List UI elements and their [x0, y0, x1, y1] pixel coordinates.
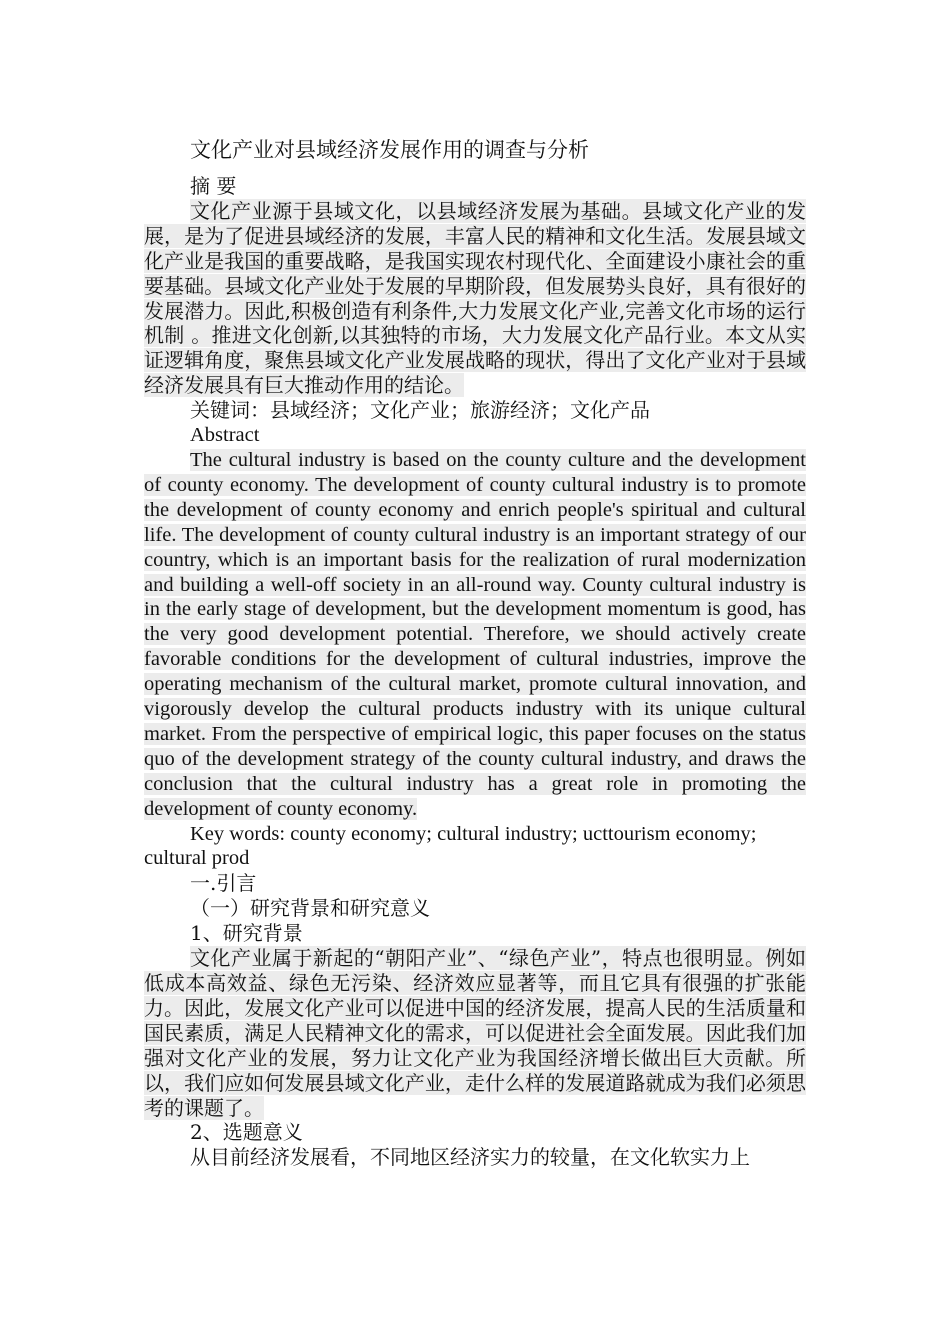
abstract-heading-en: Abstract	[190, 424, 260, 447]
abstract-body-cn-text: 文化产业源于县域文化，以县域经济发展为基础。县域文化产业的发展，是为了促进县域经济的发展，丰富人民的精神和文化生活。发展县域文化产业是我国的重要战略，是我国实现农村现代化、全面建设小康社会的重要基础。县域文化产业处于发展的早期阶段，但发展势头良好，具有很好的发展潜力。因此,积极创造有利条件,大力发展文化产业,完善文化市场的运行机制 。推进文化创新,以其独特的市场，大力发展文化产品行业。本文从实证逻辑角度，聚焦县域文化产业发展战略的现状，得出了文化产业对于县域经济发展具有巨大推动作用的结论。	[144, 198, 806, 398]
keywords-en: Key words: county economy; cultural industry; ucttourism economy; cultural prod	[144, 822, 757, 870]
abstract-body-en	[144, 448, 806, 822]
document-page	[144, 136, 806, 1170]
abstract-heading-cn: 摘 要	[190, 174, 237, 198]
subsection-heading-background-significance: （一）研究背景和研究意义	[190, 896, 430, 921]
abstract-body-cn	[144, 199, 806, 398]
subsubsection-heading-significance: 2、选题意义	[190, 1120, 303, 1145]
significance-paragraph: 从目前经济发展看，不同地区经济实力的较量，在文化软实力上	[190, 1145, 750, 1170]
section-heading-introduction: 一.引言	[190, 871, 257, 896]
abstract-body-en-text: The cultural industry is based on the county culture and the development of county economy. The development of county cultural industry is to promote the development of county economy and enrich people's spiritual and cultural life. The development of county cultural industry is an important strategy of our country, which is an important basis for the realization of rural modernization and building a well-off society in an all-round way. County cultural industry is in the early stage of development, but the development momentum is good, has the very good development potential. Therefore, we should actively create favorable conditions for the development of cultural industries, improve the operating mechanism of the cultural market, promote cultural innovation, and vigorously develop the cultural products industry with its unique cultural market. From the perspective of empirical logic, this paper focuses on the status quo of the development strategy of the county cultural industry, and draws the conclusion that the cultural industry has a great role in promoting the development of county economy.	[144, 448, 806, 820]
background-paragraph-text: 文化产业属于新起的“朝阳产业”、“绿色产业”，特点也很明显。例如低成本高效益、绿色无污染、经济效应显著等，而且它具有很强的扩张能力。因此，发展文化产业可以促进中国的经济发展，提高人民的生活质量和国民素质，满足人民精神文化的需求，可以促进社会全面发展。因此我们加强对文化产业的发展，努力让文化产业为我国经济增长做出巨大贡献。所以，我们应如何发展县域文化产业，走什么样的发展道路就成为我们必须思考的课题了。	[144, 946, 806, 1120]
background-paragraph	[144, 946, 806, 1120]
document-title: 文化产业对县域经济发展作用的调查与分析	[190, 138, 589, 162]
subsubsection-heading-background: 1、研究背景	[190, 921, 303, 946]
keywords-cn: 关键词：县域经济；文化产业；旅游经济；文化产品	[190, 398, 650, 423]
